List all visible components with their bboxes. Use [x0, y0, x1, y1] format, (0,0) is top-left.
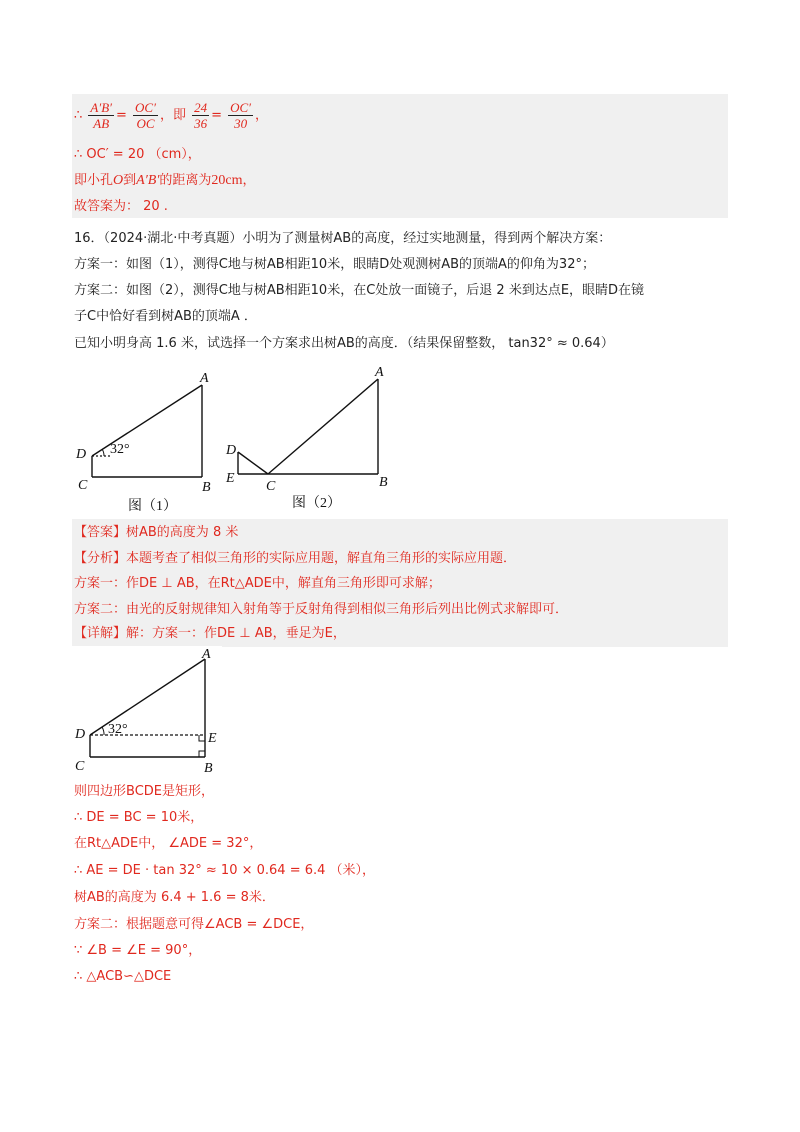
caption: 图（1） — [128, 499, 177, 514]
figure-2 — [222, 362, 402, 517]
label-B: B — [204, 761, 213, 774]
label-C: C — [266, 479, 276, 494]
fraction-oc-30: $\frac{OC'}{30}$ — [230, 100, 252, 131]
caption: 图（2） — [292, 496, 341, 511]
angle-label: 32° — [110, 442, 130, 457]
label-A: A — [202, 647, 211, 662]
label-C: C — [75, 759, 85, 774]
label-E: E — [208, 731, 217, 746]
fraction-ab: $\frac{A'B'}{AB}$ — [90, 100, 112, 131]
answer-15-line: 故答案为： 20 . — [74, 199, 168, 214]
ratio-line: ∴ $\frac{A'B'}{AB}$ = $\frac{OC'}{OC}$ ，即 $\frac{24}{36}$ = $\frac{OC'}{30}$ ， — [74, 100, 269, 131]
distance-line: 即小孔O到A′B′的距离为20cm， — [74, 173, 256, 188]
label-D: D — [75, 727, 86, 742]
label-B: B — [379, 475, 388, 490]
solution-line-5: 树AB的高度为 6.4 + 1.6 = 8米． — [74, 890, 275, 905]
plan-two-text-cont: 子C中恰好看到树AB的顶端A ． — [74, 309, 257, 324]
solution-line-2: ∴ DE = BC = 10米， — [74, 810, 204, 825]
oc-value-line: ∴ OC′ = 20 （cm）， — [74, 147, 201, 162]
label-D: D — [226, 443, 237, 458]
analysis-line: 【分析】本题考查了相似三角形的实际应用题，解直角三角形的实际应用题． — [74, 551, 517, 566]
plan-one-method: 方案一：作DE ⊥ AB，在Rt△ADE中，解直角三角形即可求解； — [74, 576, 441, 591]
solution-line-7: ∵ ∠B = ∠E = 90°， — [74, 943, 202, 958]
figure-1 — [70, 362, 220, 517]
label-B: B — [202, 480, 211, 495]
angle-label: 32° — [108, 722, 128, 737]
fraction-24-36: $\frac{24}{36}$ — [194, 100, 208, 131]
label-E: E — [226, 471, 235, 486]
solution-line-8: ∴ △ACB∽△DCE — [74, 969, 172, 984]
problem-16-stem: 16．（2024·湖北·中考真题）小明为了测量树AB的高度，经过实地测量，得到两个解决方案： — [74, 231, 612, 246]
solution-line-4: ∴ AE = DE · tan 32° ≈ 10 × 0.64 = 6.4 （米）， — [74, 863, 376, 878]
solution-line-1: 则四边形BCDE是矩形， — [74, 784, 214, 799]
label-A: A — [200, 371, 209, 386]
plan-one-text: 方案一：如图（1），测得C地与树AB相距10米，眼睛D处观测树AB的顶端A的仰角为32°； — [74, 257, 595, 272]
label-D: D — [76, 447, 87, 462]
answer-line: 【答案】树AB的高度为 8 米 — [74, 525, 239, 540]
label-C: C — [78, 478, 88, 493]
fraction-oc: $\frac{OC'}{OC}$ — [135, 100, 156, 131]
problem-question: 已知小明身高 1.6 米，试选择一个方案求出树AB的高度．（结果保留整数， tan32° ≈ 0.64） — [74, 336, 614, 351]
detail-line: 【详解】解：方案一：作DE ⊥ AB，垂足为E， — [74, 626, 346, 641]
plan-two-text: 方案二：如图（2），测得C地与树AB相距10米，在C处放一面镜子，后退 2 米到达点E，眼睛D在镜 — [74, 283, 645, 298]
figure-3 — [72, 646, 222, 774]
solution-line-6: 方案二：根据题意可得∠ACB = ∠DCE， — [74, 917, 314, 932]
plan-two-method: 方案二：由光的反射规律知入射角等于反射角得到相似三角形后列出比例式求解即可． — [74, 602, 569, 617]
label-A: A — [375, 365, 384, 380]
solution-line-3: 在Rt△ADE中， ∠ADE = 32°， — [74, 836, 263, 851]
